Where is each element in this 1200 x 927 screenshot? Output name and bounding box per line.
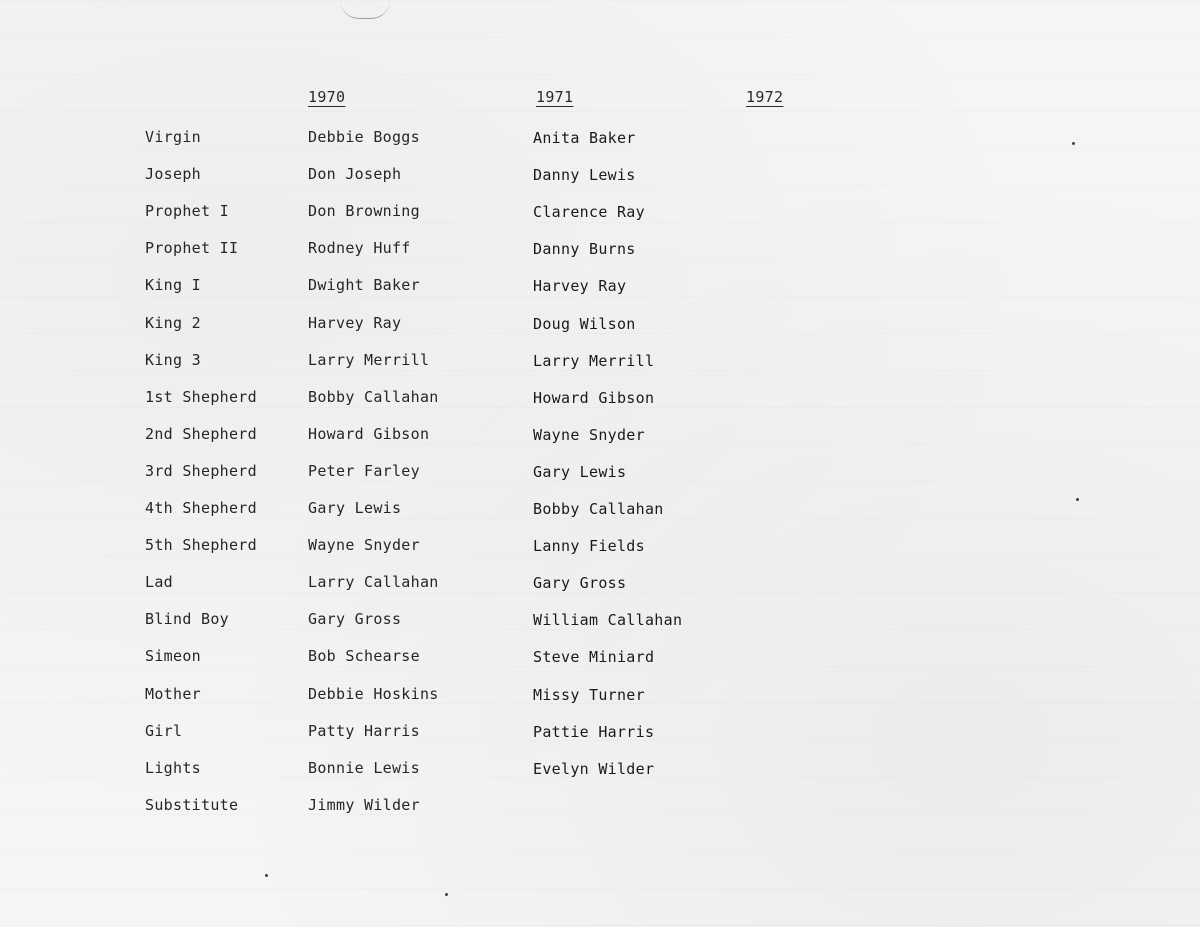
role-label: Lad bbox=[145, 573, 173, 591]
role-label: 4th Shepherd bbox=[145, 499, 257, 517]
cast-1971: Harvey Ray bbox=[533, 277, 627, 295]
cast-1971: William Callahan bbox=[533, 611, 683, 629]
top-smudge-mark bbox=[340, 0, 390, 19]
cast-1970: Peter Farley bbox=[308, 462, 420, 480]
role-label: Simeon bbox=[145, 647, 201, 665]
role-label: 2nd Shepherd bbox=[145, 425, 257, 443]
paper-speck bbox=[1072, 142, 1075, 145]
cast-1970: Bob Schearse bbox=[308, 647, 420, 665]
cast-1970: Harvey Ray bbox=[308, 314, 402, 332]
cast-1970: Don Joseph bbox=[308, 165, 402, 183]
cast-1970: Don Browning bbox=[308, 202, 420, 220]
role-label: Virgin bbox=[145, 128, 201, 146]
year-header-1970: 1970 bbox=[308, 88, 346, 106]
cast-1971: Anita Baker bbox=[533, 129, 636, 147]
role-label: 5th Shepherd bbox=[145, 536, 257, 554]
cast-1971: Howard Gibson bbox=[533, 389, 655, 407]
role-label: King 3 bbox=[145, 351, 201, 369]
role-label: Prophet I bbox=[145, 202, 229, 220]
role-label: King 2 bbox=[145, 314, 201, 332]
cast-1971: Bobby Callahan bbox=[533, 500, 664, 518]
cast-1971: Danny Burns bbox=[533, 240, 636, 258]
cast-1970: Bonnie Lewis bbox=[308, 759, 420, 777]
cast-1971: Missy Turner bbox=[533, 686, 645, 704]
cast-1971: Larry Merrill bbox=[533, 352, 655, 370]
cast-1971: Lanny Fields bbox=[533, 537, 645, 555]
cast-1971: Gary Lewis bbox=[533, 463, 627, 481]
cast-1970: Debbie Hoskins bbox=[308, 685, 439, 703]
role-label: Substitute bbox=[145, 796, 239, 814]
role-label: 3rd Shepherd bbox=[145, 462, 257, 480]
year-header-1971: 1971 bbox=[536, 88, 574, 106]
paper-speck bbox=[265, 874, 268, 877]
cast-1970: Larry Callahan bbox=[308, 573, 439, 591]
cast-1970: Wayne Snyder bbox=[308, 536, 420, 554]
cast-1970: Jimmy Wilder bbox=[308, 796, 420, 814]
cast-1970: Rodney Huff bbox=[308, 239, 411, 257]
role-label: Prophet II bbox=[145, 239, 239, 257]
role-label: Lights bbox=[145, 759, 201, 777]
cast-1970: Dwight Baker bbox=[308, 276, 420, 294]
cast-1970: Patty Harris bbox=[308, 722, 420, 740]
cast-1971: Clarence Ray bbox=[533, 203, 645, 221]
role-label: Mother bbox=[145, 685, 201, 703]
role-label: Joseph bbox=[145, 165, 201, 183]
role-label: Girl bbox=[145, 722, 183, 740]
cast-1971: Danny Lewis bbox=[533, 166, 636, 184]
cast-1971: Gary Gross bbox=[533, 574, 627, 592]
cast-1970: Larry Merrill bbox=[308, 351, 430, 369]
cast-1970: Debbie Boggs bbox=[308, 128, 420, 146]
cast-1971: Pattie Harris bbox=[533, 723, 655, 741]
cast-1971: Evelyn Wilder bbox=[533, 760, 655, 778]
role-label: Blind Boy bbox=[145, 610, 229, 628]
year-header-1972: 1972 bbox=[746, 88, 784, 106]
cast-1971: Steve Miniard bbox=[533, 648, 655, 666]
cast-1970: Gary Gross bbox=[308, 610, 402, 628]
cast-1971: Wayne Snyder bbox=[533, 426, 645, 444]
cast-1970: Bobby Callahan bbox=[308, 388, 439, 406]
paper-speck bbox=[1076, 498, 1079, 501]
role-label: 1st Shepherd bbox=[145, 388, 257, 406]
cast-1971: Doug Wilson bbox=[533, 315, 636, 333]
role-label: King I bbox=[145, 276, 201, 294]
paper-speck bbox=[445, 893, 448, 896]
cast-1970: Howard Gibson bbox=[308, 425, 430, 443]
cast-1970: Gary Lewis bbox=[308, 499, 402, 517]
